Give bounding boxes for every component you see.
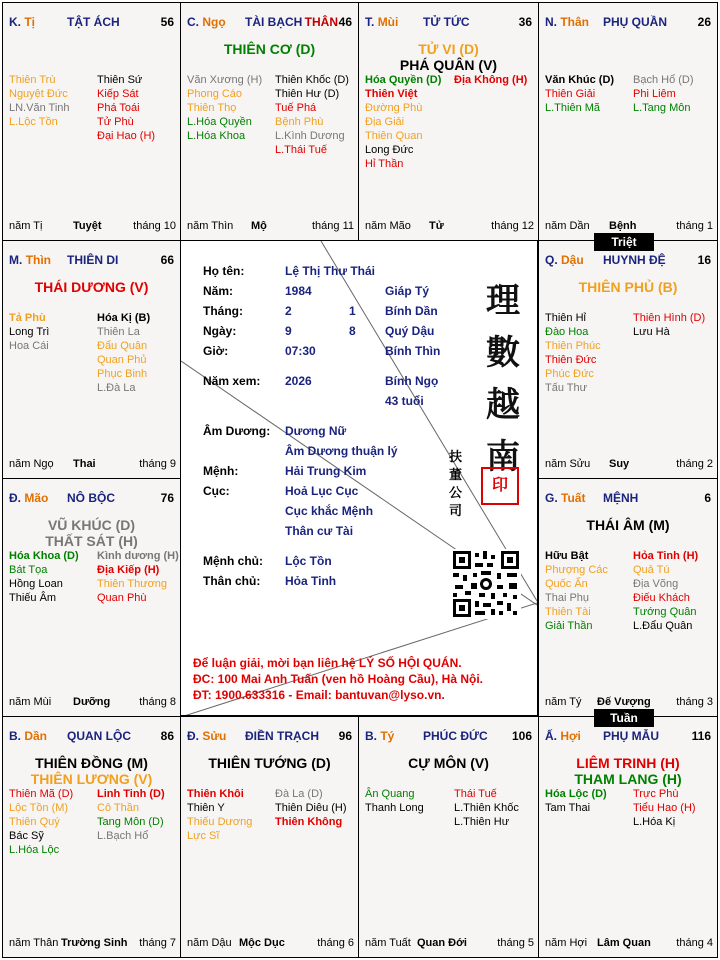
palace-header bbox=[187, 15, 352, 31]
palace-cell-thin bbox=[2, 240, 181, 479]
palace-can: M. bbox=[9, 253, 23, 267]
star-list-right bbox=[454, 787, 519, 829]
footer-month: tháng 2 bbox=[676, 458, 713, 470]
minor-star: Thanh Long bbox=[365, 802, 424, 814]
minor-star: Quan Phủ bbox=[97, 354, 147, 366]
year-row: Năm: 1984 Giáp Tý bbox=[203, 284, 430, 298]
minor-star: Thiên Khôi bbox=[187, 788, 244, 800]
palace-age: 56 bbox=[160, 15, 174, 29]
palace-can: T. bbox=[365, 15, 375, 29]
minor-star: L.Đẩu Quân bbox=[633, 620, 693, 632]
palace-chi: Ngọ bbox=[202, 15, 226, 29]
contact-block bbox=[193, 655, 483, 703]
star-list-right bbox=[275, 73, 349, 157]
main-star: THÁI ÂM (M) bbox=[586, 517, 670, 533]
star-list-left bbox=[545, 549, 608, 633]
menhchu-row: Mệnh chủ: Lộc Tồn bbox=[203, 554, 332, 568]
minor-star: Thiên Thương bbox=[97, 578, 168, 590]
star-list-left bbox=[187, 73, 262, 143]
main-star: TỬ VI (D) bbox=[418, 41, 479, 57]
minor-star: Hoa Cái bbox=[9, 340, 49, 352]
palace-chi: Tuất bbox=[561, 491, 586, 505]
minor-star: Phúc Đức bbox=[545, 368, 594, 380]
minor-star: Kình dương (H) bbox=[97, 550, 179, 562]
minor-star: Thiên Tài bbox=[545, 606, 591, 618]
palace-cell-mui bbox=[358, 2, 539, 241]
minor-star: Lộc Tồn (M) bbox=[9, 802, 69, 814]
minor-star: Lực Sĩ bbox=[187, 830, 220, 842]
palace-header bbox=[365, 729, 532, 745]
contact-address: ĐC: 100 Mai Anh Tuấn (ven hồ Hoàng Cầu), Hà Nội. bbox=[193, 672, 484, 686]
palace-footer bbox=[9, 458, 176, 472]
star-list-left bbox=[9, 73, 70, 129]
footer-year: năm Mão bbox=[365, 220, 411, 232]
minor-star: Địa Giải bbox=[365, 116, 405, 128]
minor-star: Long Đức bbox=[365, 144, 414, 156]
palace-position bbox=[545, 491, 585, 505]
minor-star: Thiên Quý bbox=[9, 816, 60, 828]
minor-star: Thiên Hỉ bbox=[545, 312, 586, 324]
minor-star: L.Hóa Lộc bbox=[9, 844, 60, 856]
palace-age: 76 bbox=[160, 491, 174, 505]
star-list-left bbox=[9, 787, 73, 857]
footer-month: tháng 9 bbox=[139, 458, 176, 470]
palace-cell-ti bbox=[2, 2, 181, 241]
palace-footer bbox=[545, 937, 713, 951]
minor-star: Bệnh Phù bbox=[275, 116, 324, 128]
minor-star: Bác Sỹ bbox=[9, 830, 44, 842]
palace-age: 96 bbox=[338, 729, 352, 743]
palace-age: 86 bbox=[160, 729, 174, 743]
palace-can: Đ. bbox=[9, 491, 21, 505]
minor-star: Thiên Hư (D) bbox=[275, 88, 340, 100]
palace-footer bbox=[9, 696, 176, 710]
center-info-panel bbox=[180, 240, 538, 716]
palace-name: PHỤ MẪU bbox=[603, 729, 659, 743]
minor-star: Phá Toái bbox=[97, 102, 140, 114]
palace-can: Ấ. bbox=[545, 729, 557, 743]
palace-footer bbox=[187, 220, 354, 234]
palace-header bbox=[9, 729, 174, 745]
palace-age: 36 bbox=[518, 15, 532, 29]
minor-star: Thiên Phúc bbox=[545, 340, 601, 352]
star-list-left bbox=[365, 787, 424, 815]
palace-position bbox=[9, 253, 51, 267]
palace-age: 66 bbox=[160, 253, 174, 267]
minor-star: Đường Phù bbox=[365, 102, 423, 114]
minor-star: Thiên Khốc (D) bbox=[275, 74, 349, 86]
palace-age: 26 bbox=[697, 15, 711, 29]
star-list-left bbox=[9, 549, 79, 605]
minor-star: Ân Quang bbox=[365, 788, 415, 800]
footer-stage: Bệnh bbox=[609, 220, 637, 232]
triet-tag: Triệt bbox=[594, 233, 654, 251]
palace-position bbox=[545, 253, 584, 267]
minor-star: L.Hóa Quyền bbox=[187, 116, 252, 128]
palace-name: THIÊN DI bbox=[67, 253, 119, 267]
main-star: THIÊN PHỦ (B) bbox=[578, 279, 678, 295]
palace-age: 116 bbox=[691, 729, 711, 743]
minor-star: Hỏa Tinh (H) bbox=[633, 550, 699, 562]
minor-star: Thiên Hình (D) bbox=[633, 312, 706, 324]
footer-stage: Lâm Quan bbox=[597, 937, 651, 949]
palace-footer bbox=[9, 220, 176, 234]
palace-footer bbox=[545, 696, 713, 710]
minor-star: Tướng Quân bbox=[633, 606, 697, 618]
footer-stage: Tuyệt bbox=[73, 220, 102, 232]
footer-year: năm Dậu bbox=[187, 937, 232, 949]
seal-char: 南 bbox=[486, 437, 520, 477]
seal-side-text: 扶董公司 bbox=[449, 450, 463, 519]
star-list-left bbox=[545, 73, 614, 115]
palace-footer bbox=[365, 220, 534, 234]
footer-stage: Dưỡng bbox=[73, 696, 111, 708]
thanchu-row: Thân chủ: Hỏa Tinh bbox=[203, 574, 337, 588]
minor-star: Thiên Y bbox=[187, 802, 225, 814]
palace-cell-hoi bbox=[538, 716, 718, 958]
minor-star: Hóa Quyền (D) bbox=[365, 74, 442, 86]
palace-age: 16 bbox=[697, 253, 711, 267]
minor-star: Thiên La bbox=[97, 326, 140, 338]
palace-name: TẬT ÁCH bbox=[67, 15, 120, 29]
star-list-right bbox=[633, 311, 705, 339]
minor-star: Long Trì bbox=[9, 326, 50, 338]
footer-month: tháng 3 bbox=[676, 696, 713, 708]
palace-can: Q. bbox=[545, 253, 558, 267]
palace-cell-ty bbox=[358, 716, 539, 958]
minor-star: Giải Thần bbox=[545, 620, 593, 632]
minor-star: Tang Môn (D) bbox=[97, 816, 164, 828]
palace-header bbox=[545, 491, 711, 507]
palace-chi: Dần bbox=[24, 729, 48, 743]
palace-footer bbox=[9, 937, 176, 951]
footer-month: tháng 7 bbox=[139, 937, 176, 949]
palace-cell-dan bbox=[2, 716, 181, 958]
palace-cell-dau bbox=[538, 240, 718, 479]
minor-star: Tả Phù bbox=[9, 312, 46, 324]
minor-star: Tuế Phá bbox=[275, 102, 317, 114]
minor-star: Hỉ Thần bbox=[365, 158, 404, 170]
palace-footer bbox=[187, 937, 354, 951]
palace-footer bbox=[365, 937, 534, 951]
star-list-right bbox=[454, 73, 527, 87]
minor-star: Thiên Không bbox=[275, 816, 343, 828]
footer-stage: Mộc Dục bbox=[239, 937, 285, 949]
minor-star: Thiên Giải bbox=[545, 88, 596, 100]
minor-star: Thiên Quan bbox=[365, 130, 423, 142]
minor-star: Đào Hoa bbox=[545, 326, 589, 338]
footer-month: tháng 8 bbox=[139, 696, 176, 708]
name-row: Họ tên: Lệ Thị Thư Thái bbox=[203, 264, 376, 278]
footer-year: năm Ngọ bbox=[9, 458, 54, 470]
palace-name: QUAN LỘC bbox=[67, 729, 131, 743]
palace-header bbox=[545, 729, 711, 745]
palace-chi: Thân bbox=[560, 15, 590, 29]
minor-star: Hóa Khoa (D) bbox=[9, 550, 79, 562]
palace-position bbox=[187, 15, 226, 29]
star-list-left bbox=[365, 73, 441, 171]
footer-month: tháng 12 bbox=[491, 220, 534, 232]
minor-star: Tiểu Hao (H) bbox=[633, 802, 696, 814]
palace-header bbox=[545, 15, 711, 31]
minor-star: Văn Khúc (D) bbox=[545, 74, 615, 86]
main-star: VŨ KHÚC (D) bbox=[47, 517, 136, 533]
contact-line-1: Để luận giải, mời bạn liên hệ LÝ SỐ HỘI QUÁN. bbox=[193, 656, 462, 670]
palace-cell-mao bbox=[2, 478, 181, 717]
palace-name: PHỤ QUẦN bbox=[603, 15, 668, 29]
star-list-left bbox=[9, 311, 49, 353]
minor-star: Thiên Thọ bbox=[187, 102, 237, 114]
star-list-right bbox=[97, 311, 150, 395]
minor-star: Thái Tuế bbox=[454, 788, 497, 800]
footer-stage: Mộ bbox=[251, 220, 267, 232]
minor-star: Hóa Kị (B) bbox=[97, 312, 151, 324]
red-stamp: 印 bbox=[481, 467, 519, 505]
minor-star: Thiên Trù bbox=[9, 74, 56, 86]
cuc-relation: Cục khắc Mệnh bbox=[285, 504, 374, 518]
calligraphy-seal bbox=[473, 275, 533, 483]
palace-name: NÔ BỘC bbox=[67, 491, 115, 505]
minor-star: Thiên Việt bbox=[365, 88, 418, 100]
minor-star: Điếu Khách bbox=[633, 592, 690, 604]
palace-position bbox=[9, 15, 35, 29]
main-star: THAM LANG (H) bbox=[574, 771, 682, 787]
palace-cell-than bbox=[538, 2, 718, 241]
than-marker: THÂN bbox=[304, 15, 338, 29]
minor-star: L.Thái Tuế bbox=[275, 144, 327, 156]
palace-cell-ngo bbox=[180, 2, 359, 241]
palace-header bbox=[365, 15, 532, 31]
palace-name: TỬ TỨC bbox=[423, 15, 470, 29]
palace-position bbox=[545, 15, 589, 29]
seal-char: 數 bbox=[486, 333, 520, 373]
minor-star: Hồng Loan bbox=[9, 578, 63, 590]
minor-star: Thiên Diêu (H) bbox=[275, 802, 347, 814]
palace-can: K. bbox=[9, 15, 21, 29]
minor-star: Hữu Bật bbox=[545, 550, 589, 562]
footer-stage: Trường Sinh bbox=[61, 937, 128, 949]
main-star: THIÊN CƠ (D) bbox=[223, 41, 316, 57]
amduong-relation: Âm Dương thuận lý bbox=[285, 444, 398, 458]
minor-star: Phục Binh bbox=[97, 368, 148, 380]
main-star: THÁI DƯƠNG (V) bbox=[34, 279, 149, 295]
cuc-row: Cục: Hoả Lục Cục bbox=[203, 484, 359, 498]
minor-star: Thiên Đức bbox=[545, 354, 597, 366]
tuan-tag: Tuần bbox=[594, 709, 654, 727]
amduong-row: Âm Dương: Dương Nữ bbox=[203, 424, 347, 438]
palace-footer bbox=[545, 458, 713, 472]
palace-cell-suu bbox=[180, 716, 359, 958]
palace-can: Đ. bbox=[187, 729, 199, 743]
minor-star: Tử Phù bbox=[97, 116, 134, 128]
palace-position bbox=[9, 491, 48, 505]
palace-chi: Tý bbox=[380, 729, 395, 743]
palace-can: C. bbox=[187, 15, 199, 29]
minor-star: Bát Tọa bbox=[9, 564, 48, 576]
palace-can: G. bbox=[545, 491, 558, 505]
star-list-right bbox=[97, 549, 179, 605]
main-star: THẤT SÁT (H) bbox=[45, 533, 138, 549]
palace-name: MỆNH bbox=[603, 491, 639, 505]
minor-star: L.Bạch Hổ bbox=[97, 830, 149, 842]
minor-star: Linh Tinh (D) bbox=[97, 788, 165, 800]
palace-chi: Thìn bbox=[25, 253, 52, 267]
main-star: THIÊN LƯƠNG (V) bbox=[30, 771, 153, 787]
footer-stage: Thai bbox=[73, 458, 96, 470]
footer-stage: Tử bbox=[429, 220, 444, 232]
palace-can: B. bbox=[9, 729, 21, 743]
star-list-right bbox=[633, 73, 694, 115]
palace-chi: Hợi bbox=[560, 729, 581, 743]
contact-phone-email[interactable]: ĐT: 1900.633316 - Email: bantuvan@lyso.vn. bbox=[193, 688, 445, 702]
footer-month: tháng 4 bbox=[676, 937, 713, 949]
footer-month: tháng 6 bbox=[317, 937, 354, 949]
minor-star: Thai Phụ bbox=[545, 592, 590, 604]
age-value: 43 tuổi bbox=[385, 394, 424, 408]
palace-position bbox=[545, 729, 581, 743]
footer-year: năm Tuất bbox=[365, 937, 411, 949]
minor-star: L.Hóa Khoa bbox=[187, 130, 246, 142]
minor-star: Phong Cáo bbox=[187, 88, 243, 100]
minor-star: Văn Xương (H) bbox=[187, 74, 263, 86]
menh-row: Mệnh: Hải Trung Kim bbox=[203, 464, 367, 478]
star-list-left bbox=[545, 311, 601, 395]
minor-star: Đà La (D) bbox=[275, 788, 323, 800]
palace-age: 106 bbox=[511, 729, 532, 743]
palace-name: HUYNH ĐỆ bbox=[603, 253, 666, 267]
minor-star: Phi Liêm bbox=[633, 88, 676, 100]
hour-row: Giờ: 07:30 Bính Thìn bbox=[203, 344, 441, 358]
main-star: CỰ MÔN (V) bbox=[408, 755, 489, 771]
minor-star: Thiên Mã (D) bbox=[9, 788, 74, 800]
footer-month: tháng 5 bbox=[497, 937, 534, 949]
minor-star: Bạch Hổ (D) bbox=[633, 74, 694, 86]
palace-header bbox=[9, 253, 174, 269]
minor-star: Cô Thần bbox=[97, 802, 139, 814]
main-star: PHÁ QUÂN (V) bbox=[399, 57, 498, 73]
qr-code[interactable] bbox=[451, 549, 521, 619]
minor-star: Kiếp Sát bbox=[97, 88, 139, 100]
month-row: Tháng: 2 1 Bính Dần bbox=[203, 304, 438, 318]
palace-age: 46 bbox=[338, 15, 352, 29]
footer-year: năm Dần bbox=[545, 220, 590, 232]
minor-star: Đại Hao (H) bbox=[97, 130, 156, 142]
star-list-right bbox=[275, 787, 347, 829]
palace-chi: Mão bbox=[24, 491, 49, 505]
star-list-left bbox=[545, 787, 607, 815]
minor-star: Thiếu Âm bbox=[9, 592, 57, 604]
star-list-right bbox=[97, 787, 165, 843]
palace-position bbox=[9, 729, 47, 743]
main-star: THIÊN ĐỒNG (M) bbox=[35, 755, 148, 771]
palace-position bbox=[187, 729, 226, 743]
minor-star: Thiên Sứ bbox=[97, 74, 143, 86]
minor-star: Thiếu Dương bbox=[187, 816, 253, 828]
minor-star: Quốc Ấn bbox=[545, 578, 588, 590]
footer-month: tháng 10 bbox=[133, 220, 176, 232]
minor-star: Địa Võng bbox=[633, 578, 679, 590]
minor-star: L.Đà La bbox=[97, 382, 136, 394]
star-list-right bbox=[633, 787, 696, 829]
palace-name: ĐIỀN TRẠCH bbox=[245, 729, 319, 743]
footer-stage: Suy bbox=[609, 458, 630, 470]
minor-star: L.Lộc Tồn bbox=[9, 116, 58, 128]
footer-year: năm Hợi bbox=[545, 937, 588, 949]
minor-star: Nguyệt Đức bbox=[9, 88, 68, 100]
minor-star: L.Tang Môn bbox=[633, 102, 691, 114]
palace-header bbox=[9, 491, 174, 507]
minor-star: Địa Kiếp (H) bbox=[97, 564, 160, 576]
than-position: Thân cư Tài bbox=[285, 524, 354, 538]
star-list-left bbox=[187, 787, 252, 843]
palace-can: B. bbox=[365, 729, 377, 743]
footer-month: tháng 1 bbox=[676, 220, 713, 232]
palace-position bbox=[365, 15, 398, 29]
main-star: LIÊM TRINH (H) bbox=[576, 755, 680, 771]
seal-char: 理 bbox=[486, 281, 520, 321]
palace-header bbox=[9, 15, 174, 31]
minor-star: Hóa Lộc (D) bbox=[545, 788, 607, 800]
minor-star: Phượng Các bbox=[545, 564, 608, 576]
minor-star: Đẩu Quân bbox=[97, 340, 148, 352]
footer-year: năm Mùi bbox=[9, 696, 52, 708]
palace-age: 6 bbox=[704, 491, 711, 505]
minor-star: Lưu Hà bbox=[633, 326, 670, 338]
footer-year: năm Tị bbox=[9, 220, 43, 232]
footer-year: năm Thìn bbox=[187, 220, 234, 232]
seal-char: 越 bbox=[486, 385, 520, 425]
palace-cell-tuat bbox=[538, 478, 718, 717]
day-row: Ngày: 9 8 Quý Dậu bbox=[203, 324, 435, 338]
footer-stage: Đế Vượng bbox=[597, 696, 651, 708]
minor-star: Trực Phù bbox=[633, 788, 679, 800]
view-year-row: Năm xem: 2026 Bính Ngọ bbox=[203, 374, 439, 388]
palace-name: PHÚC ĐỨC bbox=[423, 729, 488, 743]
star-list-right bbox=[633, 549, 698, 633]
minor-star: Quả Tú bbox=[633, 564, 670, 576]
palace-chi: Tị bbox=[24, 15, 36, 29]
minor-star: Quan Phù bbox=[97, 592, 147, 604]
footer-stage: Quan Đới bbox=[417, 937, 467, 949]
minor-star: L.Thiên Hư bbox=[454, 816, 510, 828]
palace-footer bbox=[545, 220, 713, 234]
palace-can: N. bbox=[545, 15, 557, 29]
minor-star: Tam Thai bbox=[545, 802, 591, 814]
footer-year: năm Thân bbox=[9, 937, 59, 949]
footer-month: tháng 11 bbox=[311, 220, 354, 232]
minor-star: L.Kình Dương bbox=[275, 130, 345, 142]
star-list-right bbox=[97, 73, 155, 143]
minor-star: Tấu Thư bbox=[545, 382, 588, 394]
minor-star: Địa Không (H) bbox=[454, 74, 528, 86]
main-star: THIÊN TƯỚNG (D) bbox=[208, 755, 331, 771]
minor-star: L.Thiên Khốc bbox=[454, 802, 519, 814]
minor-star: L.Thiên Mã bbox=[545, 102, 601, 114]
footer-year: năm Tý bbox=[545, 696, 582, 708]
palace-header bbox=[187, 729, 352, 745]
palace-name: TÀI BẠCH bbox=[245, 15, 303, 29]
palace-chi: Dậu bbox=[561, 253, 584, 267]
palace-header bbox=[545, 253, 711, 269]
palace-position bbox=[365, 729, 394, 743]
palace-chi: Mùi bbox=[377, 15, 399, 29]
palace-chi: Sửu bbox=[202, 729, 227, 743]
minor-star: L.Hóa Kị bbox=[633, 816, 676, 828]
footer-year: năm Sửu bbox=[545, 458, 591, 470]
minor-star: LN.Văn Tinh bbox=[9, 102, 70, 114]
